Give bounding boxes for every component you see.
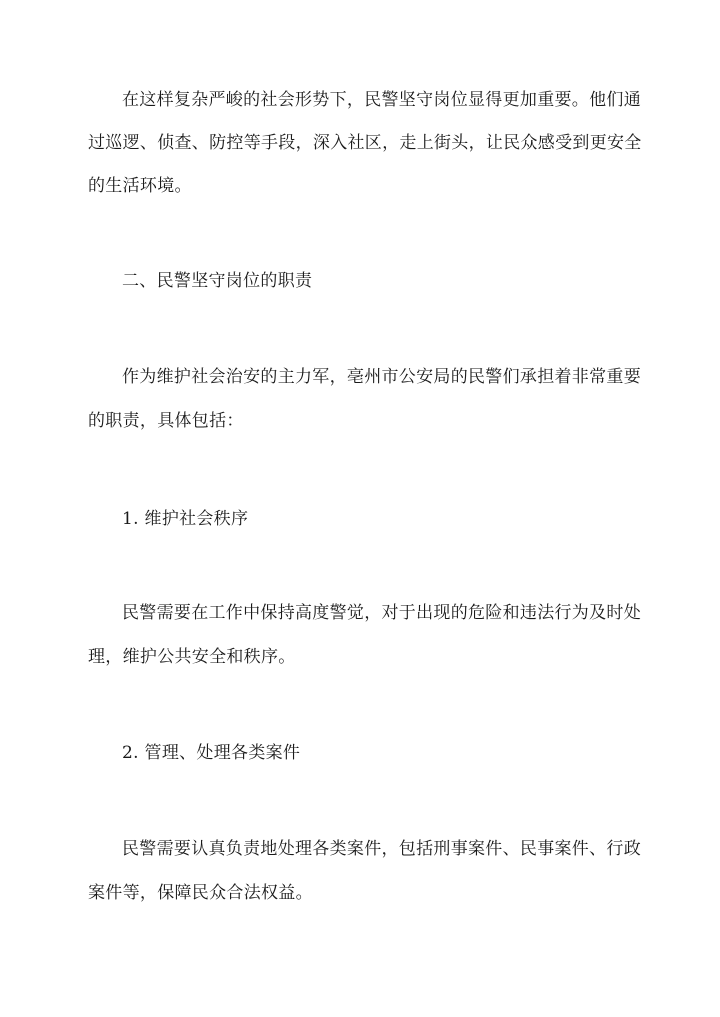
paragraph-line: 过巡逻、侦查、防控等手段，深入社区，走上街头，让民众感受到更安全 [88,133,642,153]
paragraph-line: 理，维护公共安全和秩序。 [88,647,296,667]
paragraph-line: 的生活环境。 [88,176,192,196]
list-heading-1: 1. 维护社会秩序 [122,509,249,529]
paragraph-line: 民警需要在工作中保持高度警觉，对于出现的危险和违法行为及时处 [122,603,641,623]
paragraph-line: 案件等，保障民众合法权益。 [88,883,313,903]
paragraph-line: 作为维护社会治安的主力军，亳州市公安局的民警们承担着非常重要 [122,367,641,387]
section-heading-duties: 二、民警坚守岗位的职责 [122,271,313,291]
paragraph-line: 在这样复杂严峻的社会形势下，民警坚守岗位显得更加重要。他们通 [122,90,641,110]
list-heading-2: 2. 管理、处理各类案件 [122,743,301,763]
paragraph-line: 的职责，具体包括： [88,411,244,431]
paragraph-line: 民警需要认真负责地处理各类案件，包括刑事案件、民事案件、行政 [122,839,641,859]
